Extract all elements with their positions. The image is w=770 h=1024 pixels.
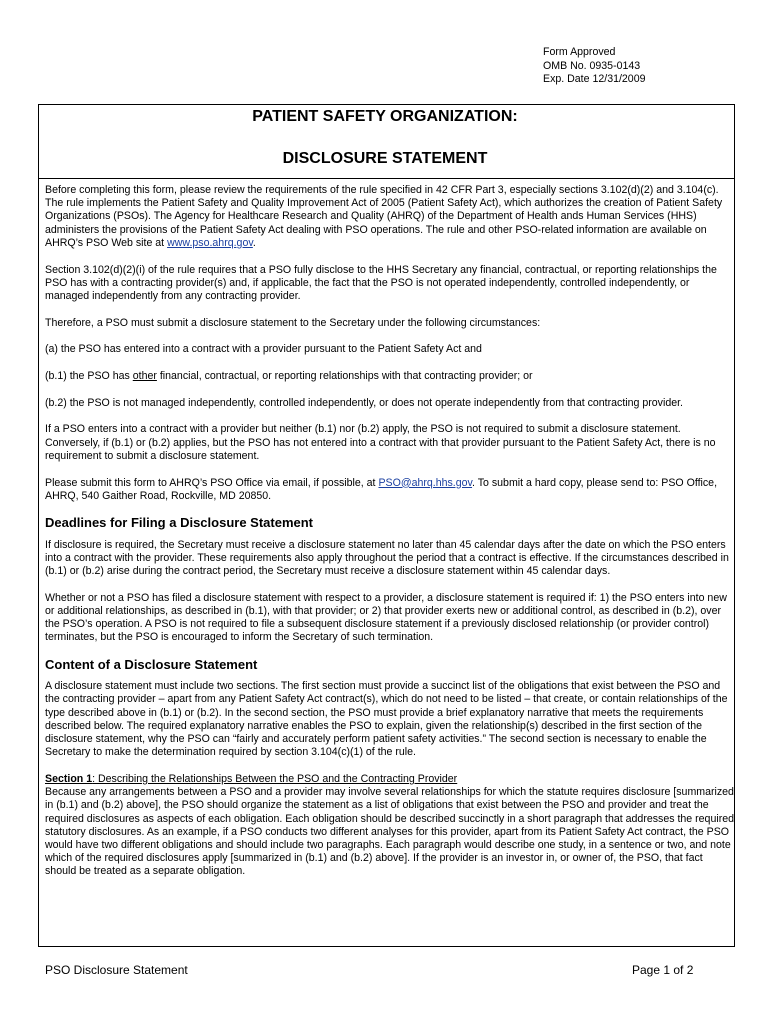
footer-document-name: PSO Disclosure Statement (45, 963, 188, 977)
intro-paragraph-3: Therefore, a PSO must submit a disclosure statement to the Secretary under the following circumstances: (45, 316, 541, 329)
pso-email-link[interactable]: PSO@ahrq.hhs.gov (378, 476, 473, 489)
content-paragraph-1: A disclosure statement must include two sections. The first section must provide a succinct list of the obligations that exist between the PSO and the contracting provider – apart from any Patient Safety Act contract(s), which do not need to be listed – that create, or contain relationships of the type described above in (b.1) or (b.2). In the second section, the PSO must provide a brief explanatory narrative that meets the requirements described below. The required explanatory narrative enables the PSO to explain, given the relationship(s) described in the first section of the disclosure statement, why the PSO can “fairly and accurately perform patient safety activities.” The second section is necessary to enable the Secretary to make the determination required by section 3.104(c)(1) of the rule. (45, 680, 728, 759)
page-title: PATIENT SAFETY ORGANIZATION: (252, 108, 518, 125)
intro-paragraph-7: If a PSO enters into a contract with a provider but neither (b.1) nor (b.2) apply, the PSO is not required to submit a disclosure statement. Conversely, if (b.1) or (b.2) applies, but the PSO has not entered into a contract with that provider pursuant to the Patient Safety Act, there is no requirement to submit a disclosure statement. (45, 423, 716, 462)
form-approved-label: Form Approved (543, 46, 616, 58)
omb-approval-block (543, 46, 645, 87)
page-subtitle: DISCLOSURE STATEMENT (282, 150, 488, 167)
condition-a: (a) the PSO has entered into a contract with a provider pursuant to the Patient Safety Act and (45, 343, 482, 356)
condition-b2: (b.2) the PSO is not managed independently, controlled independently, or does not operate independently from that contracting provider. (45, 396, 683, 409)
submission-instructions: Please submit this form to AHRQ’s PSO Office via email, if possible, at PSO@ahrq.hhs.gov. To submit a hard copy, please send to: PSO Office, AHRQ, 540 Gaither Road, Rockville, MD 20850. (45, 476, 718, 502)
form-body (45, 184, 735, 879)
omb-number: OMB No. 0935-0143 (543, 59, 641, 72)
section-1-title: Section 1: Describing the Relationships Between the PSO and the Contracting Provider (45, 773, 458, 785)
expiration-date: Exp. Date 12/31/2009 (543, 73, 646, 85)
deadlines-paragraph-2: Whether or not a PSO has filed a disclosure statement with respect to a provider, a disclosure statement is required if: 1) the PSO enters into new or additional relationships, as described in (b.1), with that provider; or 2) that provider exerts new or additional control, as described in (b.2), over the PSO’s operation. A PSO is not required to file a subsequent disclosure statement if a previously disclosed relationship (or provider control) terminates, but the PSO is encouraged to inform the Secretary of such termination. (45, 591, 727, 644)
condition-b1: (b.1) the PSO has other financial, contractual, or reporting relationships with that contracting provider; or (45, 370, 533, 383)
footer-page-number: Page 1 of 2 (632, 963, 694, 977)
deadlines-heading: Deadlines for Filing a Disclosure Statement (45, 515, 314, 531)
title-divider (38, 178, 735, 179)
intro-paragraph-2: Section 3.102(d)(2)(i) of the rule requires that a PSO fully disclose to the HHS Secretary any financial, contractual, or reporting relationships the PSO has with a contracting provider(s) and, if applicable, the fact that the PSO is not operated independently, controlled independently, or managed independently from any contracting provider. (45, 263, 717, 302)
pso-website-link[interactable]: www.pso.ahrq.gov (167, 236, 253, 249)
deadlines-paragraph-1: If disclosure is required, the Secretary must receive a disclosure statement no later than 45 calendar days after the date on which the PSO enters into a contract with the provider. These requirements also apply throughout the period that a contract is effective. If the circumstances described in (b.1) or (b.2) arise during the contract period, the Secretary must receive a disclosure statement within 45 calendar days. (45, 538, 729, 578)
intro-paragraph-1: Before completing this form, please review the requirements of the rule specified in 42 CFR Part 3, especially sections 3.102(d)(2) and 3.104(c). The rule implements the Patient Safety and Quality Improvement Act of 2005 (Patient Safety Act), which authorizes the creation of Patient Safety Organizations (PSOs). The Agency for Healthcare Research and Quality (AHRQ) of the Department of Health ands Human Services (HHS) administers the provisions of the Patient Safety Act dealing with PSO operations. The rule and other PSO-related information are available on AHRQ’s PSO Web site at www.pso.ahrq.gov. (45, 184, 723, 249)
content-heading: Content of a Disclosure Statement (45, 657, 258, 673)
section-1-text: Because any arrangements between a PSO and a provider may involve several relationships for which the statute requires disclosure [summarized in (b.1) and (b.2) above], the PSO should organize the statement as a list of obligations that exist between the PSO and provider and treat the required disclosures as aspects of each obligation. Each obligation should be described succinctly in a short paragraph that addresses the required statutory disclosures. As an example, if a PSO conducts two different analyses for this provider, apart from its Patient Safety Act contract, the PSO would have two different obligations and should include two paragraphs. Each paragraph would describe one study, in a sentence or two, and note which of the required disclosures apply [summarized in (b.1) and (b.2) above]. If the provider is an investor in, or owner of, the PSO, that fact should be treated as a separate obligation. (45, 786, 735, 878)
section-1-block (45, 773, 735, 879)
